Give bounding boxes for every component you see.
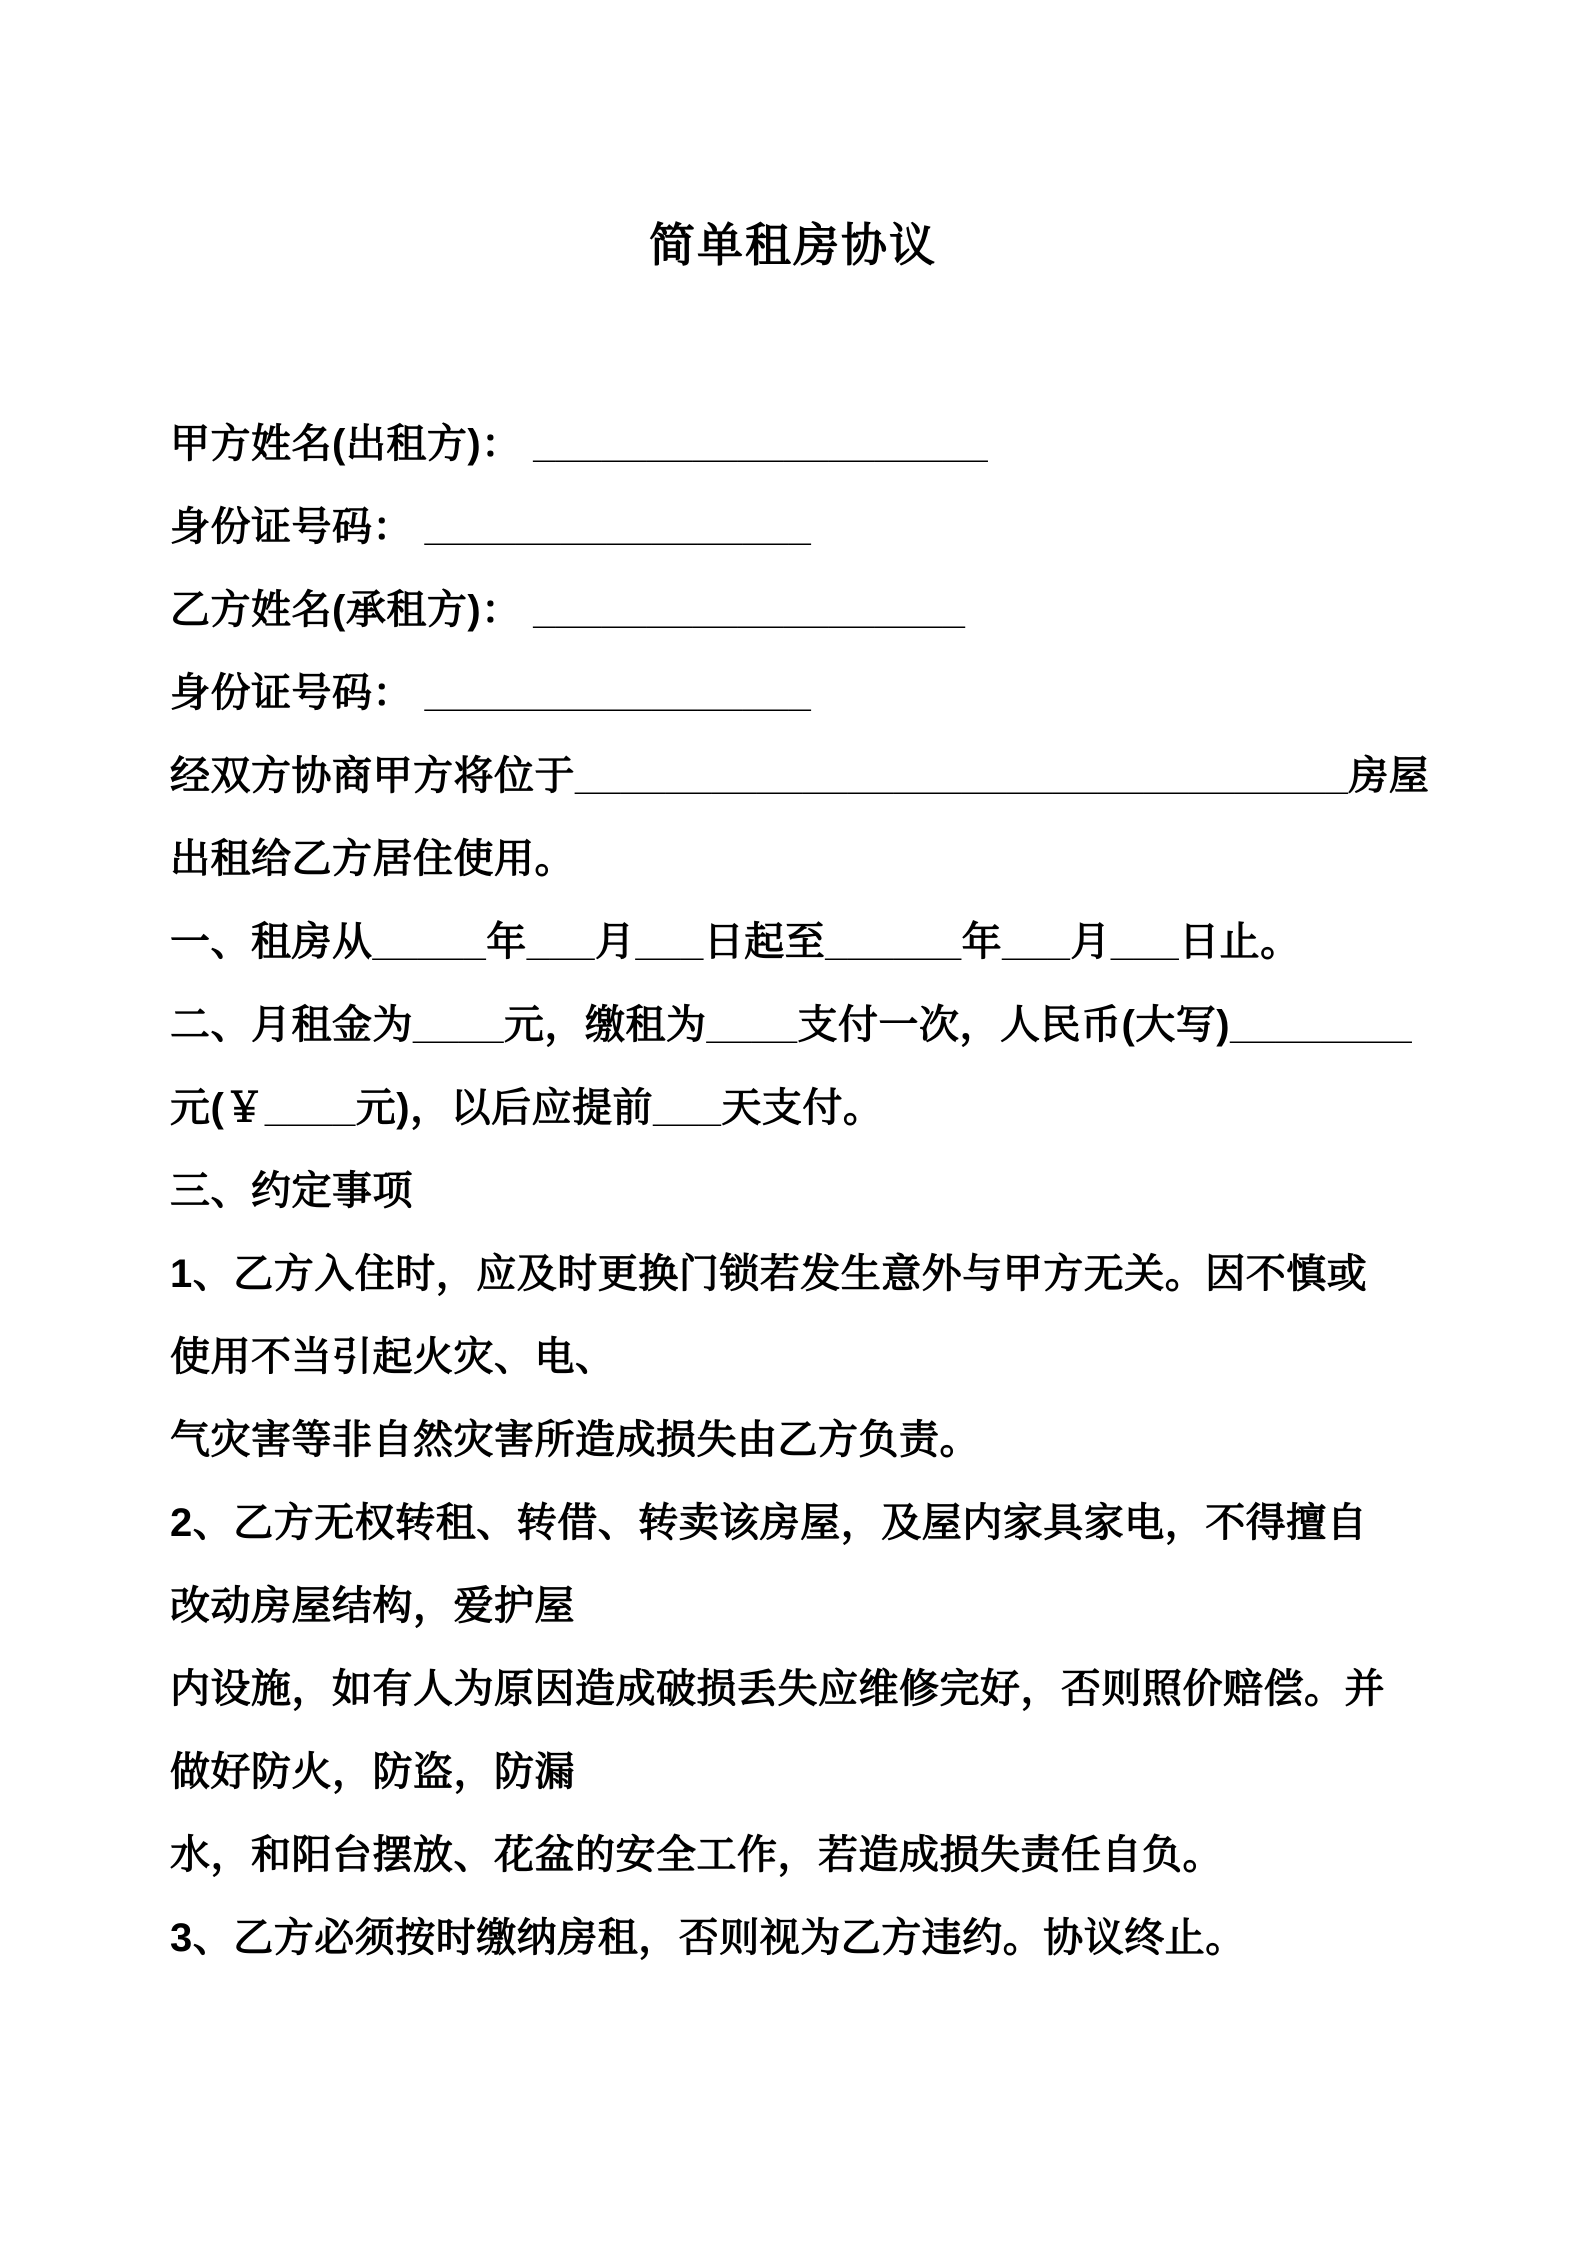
document-line: 乙方姓名(承租方)： ___________________	[170, 588, 966, 632]
document-line: 二、月租金为____元，缴租为____支付一次，人民币(大写)________	[170, 1003, 1413, 1047]
document-line: 出租给乙方居住使用。	[170, 837, 575, 881]
document-body	[0, 403, 1586, 1980]
document-line: 内设施，如有人为原因造成破损丢失应维修完好，否则照价赔偿。并	[170, 1667, 1385, 1711]
document-line: 经双方协商甲方将位于__________________________________房屋	[170, 754, 1430, 798]
document-line: 做好防火，防盗，防漏	[170, 1750, 575, 1794]
document-line: 一、租房从_____年___月___日起至______年___月___日止。	[170, 920, 1301, 964]
document-line: 2、乙方无权转租、转借、转卖该房屋，及屋内家具家电，不得擅自	[170, 1501, 1368, 1545]
document-line: 1、乙方入住时，应及时更换门锁若发生意外与甲方无关。因不慎或	[170, 1252, 1368, 1296]
document-line: 三、约定事项	[170, 1169, 413, 1213]
document-line: 身份证号码： _________________	[170, 671, 812, 715]
document-line: 元(￥____元)，以后应提前___天支付。	[170, 1086, 884, 1130]
document-title: 简单租房协议	[649, 219, 937, 271]
document-line: 水，和阳台摆放、花盆的安全工作，若造成损失责任自负。	[170, 1833, 1223, 1877]
document-line: 3、乙方必须按时缴纳房租，否则视为乙方违约。协议终止。	[170, 1916, 1246, 1960]
document-line: 气灾害等非自然灾害所造成损失由乙方负责。	[170, 1418, 980, 1462]
document-line: 改动房屋结构，爱护屋	[170, 1584, 575, 1628]
document-line: 使用不当引起火灾、电、	[170, 1335, 616, 1379]
document-line: 甲方姓名(出租方)： ____________________	[170, 422, 989, 466]
document-line: 身份证号码： _________________	[170, 505, 812, 549]
